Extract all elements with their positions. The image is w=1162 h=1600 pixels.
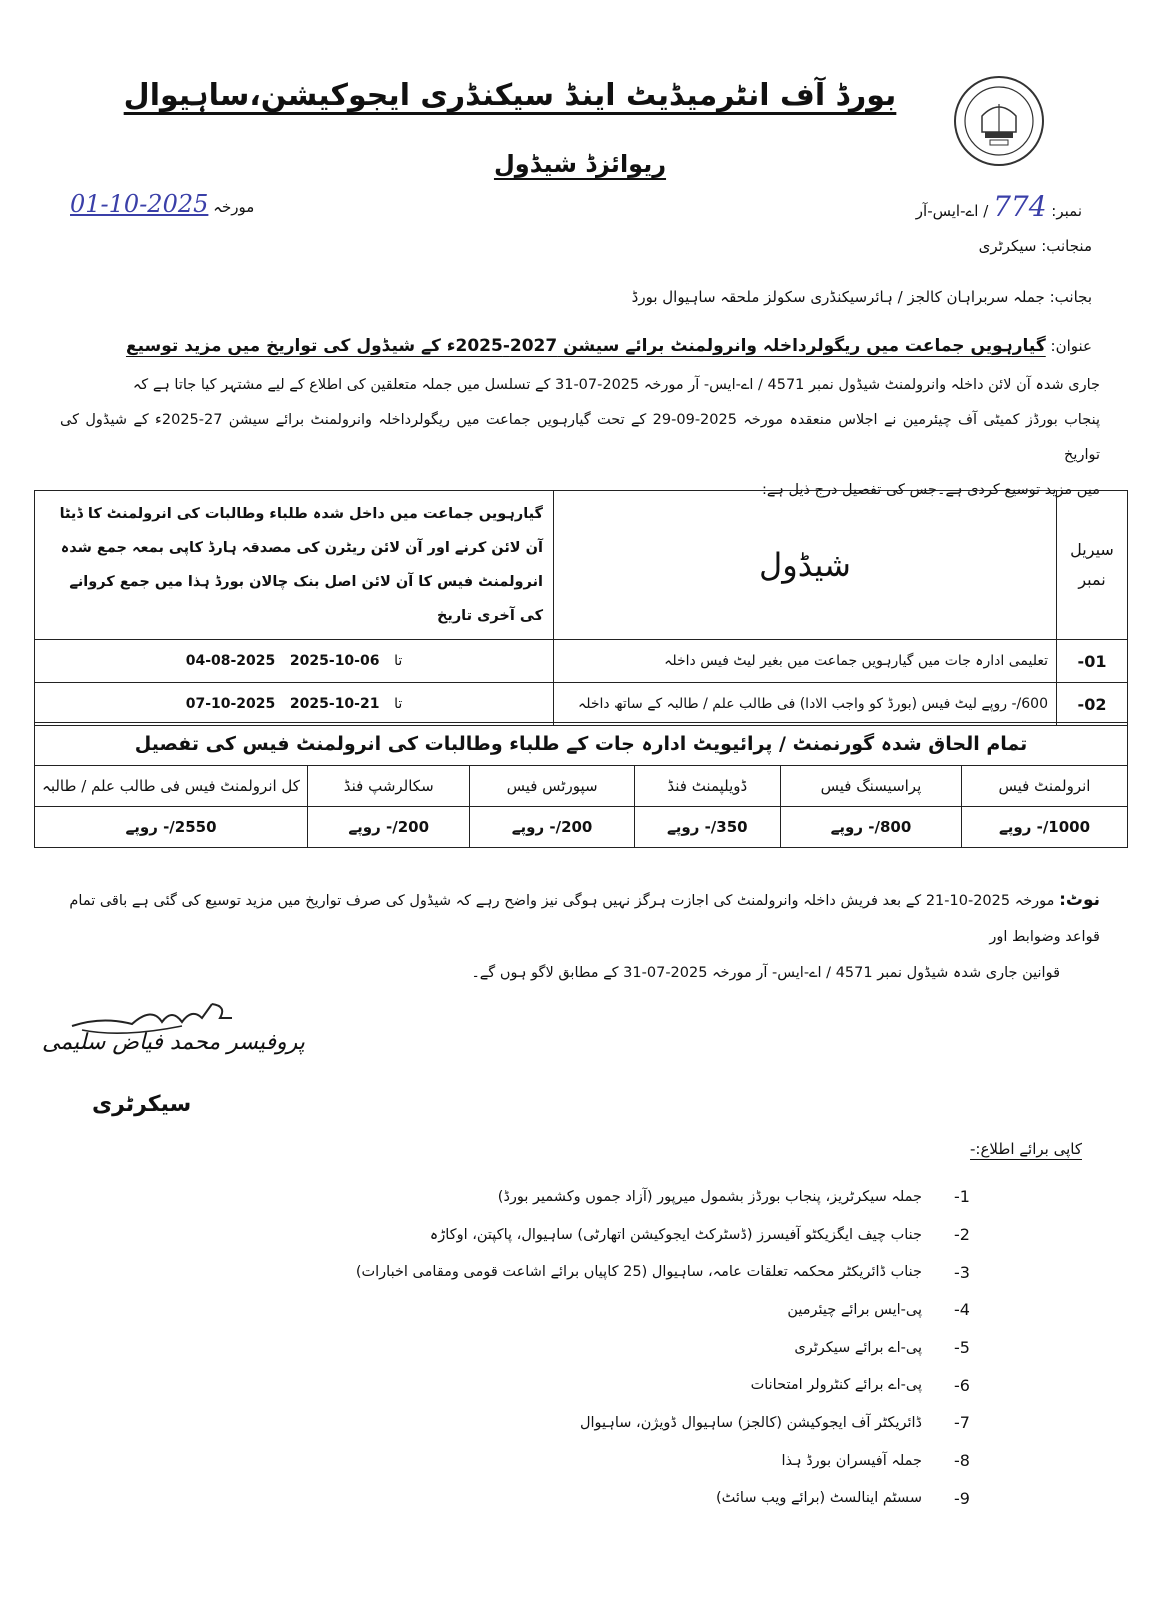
number-value: 774 bbox=[993, 190, 1047, 223]
schedule-row bbox=[35, 683, 1128, 726]
serial-header: سیریل نمبر bbox=[1057, 491, 1128, 640]
fees-value-cell: 200/- روپے bbox=[308, 807, 470, 848]
body-paragraph bbox=[60, 368, 1100, 508]
date-to: 06-10-2025 bbox=[289, 653, 380, 669]
fees-value-cell: 200/- روپے bbox=[470, 807, 634, 848]
fees-value-cell: 1000/- روپے bbox=[962, 807, 1128, 848]
note-label: نوٹ: bbox=[1059, 890, 1100, 910]
date-range-cell bbox=[35, 640, 554, 683]
fees-value-row bbox=[35, 807, 1128, 848]
note-block bbox=[40, 882, 1100, 991]
copy-item-text: جناب چیف ایگزیکٹو آفیسرز (ڈسٹرکٹ ایجوکیشن اتھارٹی) ساہیوال، پاکپتن، اوکاڑہ bbox=[429, 1226, 922, 1243]
signatory-title: سیکرٹری bbox=[92, 1092, 192, 1117]
note-text: مورخہ 2025-10-21 کے بعد فریش داخلہ وانرولمنٹ کی اجازت ہرگز نہیں ہوگی نیز واضح رہے کہ شیڈول کی صرف تواریخ میں مزید توسیع کی گئی ہے باقی تمام قواعد وضوابط اور bbox=[69, 893, 1100, 945]
to-label: بجانب: bbox=[1049, 288, 1092, 306]
copy-heading: کاپی برائے اطلاع:- bbox=[970, 1140, 1082, 1158]
schedule-row bbox=[35, 640, 1128, 683]
copy-item-text: جملہ آفیسران بورڈ ہذا bbox=[781, 1452, 922, 1469]
date-separator: تا bbox=[394, 696, 403, 712]
from-label: منجانب: bbox=[1041, 237, 1092, 255]
document-title: ریوائزڈ شیڈول bbox=[493, 150, 667, 178]
copy-item bbox=[302, 1366, 1002, 1404]
date-from: 07-10-2025 bbox=[185, 696, 276, 712]
body-line: میں مزید توسیع کردی ہے۔جس کی تفصیل درج ذیل ہے: bbox=[762, 482, 1100, 498]
copy-item bbox=[302, 1442, 1002, 1480]
copy-item-text: پی-ایس برائے چیئرمین bbox=[787, 1301, 922, 1318]
copy-item bbox=[302, 1329, 1002, 1367]
copy-item bbox=[302, 1480, 1002, 1518]
copy-list bbox=[302, 1178, 1002, 1517]
copy-item-number: -1 bbox=[954, 1187, 970, 1207]
description-cell: 600/- روپے لیٹ فیس (بورڈ کو واجب الادا) فی طالب علم / طالبہ کے ساتھ داخلہ bbox=[554, 683, 1057, 726]
date-to: 21-10-2025 bbox=[289, 696, 380, 712]
fees-header-cell: ڈویلپمنٹ فنڈ bbox=[634, 766, 780, 807]
subject-label: عنوان: bbox=[1050, 337, 1092, 355]
copy-item-number: -7 bbox=[954, 1413, 970, 1433]
fees-value-cell: 800/- روپے bbox=[780, 807, 961, 848]
number-suffix: / اے-ایس-آر bbox=[915, 202, 989, 220]
date-value: 01-10-2025 bbox=[70, 190, 209, 218]
copy-item bbox=[302, 1291, 1002, 1329]
number-label: نمبر: bbox=[1051, 202, 1082, 220]
copy-item-number: -6 bbox=[954, 1375, 970, 1395]
note-line bbox=[40, 882, 1100, 955]
deadline-header: گیارہویں جماعت میں داخل شدہ طلباء وطالبات کی انرولمنٹ کا ڈیٹا آن لائن کرنے اور آن لائن ریٹرن کی مصدقہ ہارڈ کاپی بمعہ جمع شدہ انرولمنٹ فیس کا آن لائن اصل بنک چالان بورڈ ہذا میں جمع کروانے کی آخری تاریخ bbox=[35, 491, 554, 640]
serial-cell: 01- bbox=[1057, 640, 1128, 683]
fees-header-cell: سپورٹس فیس bbox=[470, 766, 634, 807]
copy-item-number: -9 bbox=[954, 1488, 970, 1508]
fees-value-cell: 2550/- روپے bbox=[35, 807, 308, 848]
copy-item bbox=[302, 1404, 1002, 1442]
copy-item-number: -5 bbox=[954, 1338, 970, 1358]
body-line: جاری شدہ آن لائن داخلہ وانرولمنٹ شیڈول نمبر 4571 / اے-ایس- آر مورخہ 2025-07-31 کے تسلسل میں جملہ متعلقین کی اطلاع کے لیے مشتہر کیا جاتا ہے کہ bbox=[132, 377, 1100, 393]
description-cell: تعلیمی ادارہ جات میں گیارہویں جماعت میں بغیر لیٹ فیس داخلہ bbox=[554, 640, 1057, 683]
letter-number bbox=[916, 190, 1082, 223]
subject-line bbox=[126, 335, 1092, 356]
copy-item-text: سسٹم اینالسٹ (برائے ویب سائٹ) bbox=[715, 1490, 922, 1507]
fees-header-row bbox=[35, 766, 1128, 807]
fees-header-cell: کل انرولمنٹ فیس فی طالب علم / طالبہ bbox=[35, 766, 308, 807]
board-name: بورڈ آف انٹرمیڈیٹ اینڈ سیکنڈری ایجوکیشن،ساہیوال bbox=[123, 78, 897, 113]
copy-item bbox=[302, 1178, 1002, 1216]
copy-item-text: ڈائریکٹر آف ایجوکیشن (کالجز) ساہیوال ڈویژن، ساہیوال bbox=[579, 1414, 922, 1431]
copy-item-text: جملہ سیکرٹریز، پنجاب بورڈز بشمول میرپور (آزاد جموں وکشمیر بورڈ) bbox=[497, 1188, 922, 1205]
serial-cell: 02- bbox=[1057, 683, 1128, 726]
copy-item bbox=[302, 1216, 1002, 1254]
schedule-header-row bbox=[35, 491, 1128, 640]
fees-value-cell: 350/- روپے bbox=[634, 807, 780, 848]
fees-header-cell: انرولمنٹ فیس bbox=[962, 766, 1128, 807]
fees-header-cell: سکالرشپ فنڈ bbox=[308, 766, 470, 807]
subject-value: گیارہویں جماعت میں ریگولرداخلہ وانرولمنٹ برائے سیشن 2027-2025ء کے شیڈول کی تواریخ میں مزید توسیع bbox=[125, 336, 1046, 356]
date-separator: تا bbox=[394, 653, 403, 669]
copy-item-text: پی-اے برائے کنٹرولر امتحانات bbox=[750, 1377, 922, 1394]
board-seal-icon bbox=[952, 74, 1046, 168]
date-range-cell bbox=[35, 683, 554, 726]
from-value: سیکرٹری bbox=[978, 237, 1037, 255]
letter-date bbox=[70, 190, 254, 218]
body-line: پنجاب بورڈز کمیٹی آف چیئرمین نے اجلاس منعقدہ مورخہ 2025-09-29 کے تحت گیارہویں جماعت میں ریگولرداخلہ وانرولمنٹ برائے سیشن 27-2025ء کے شیڈول کی تواریخ bbox=[60, 412, 1100, 463]
schedule-header: شیڈول bbox=[554, 491, 1057, 640]
copy-item-text: پی-اے برائے سیکرٹری bbox=[794, 1339, 922, 1356]
fees-header-cell: پراسیسنگ فیس bbox=[780, 766, 961, 807]
fees-table bbox=[34, 765, 1128, 848]
copy-item-number: -8 bbox=[954, 1451, 970, 1471]
to-line bbox=[632, 288, 1092, 306]
date-from: 04-08-2025 bbox=[185, 653, 276, 669]
signatory-name: پروفیسر محمد فیاض سلیمی bbox=[42, 1030, 305, 1055]
copy-item-number: -2 bbox=[954, 1225, 970, 1245]
copy-item-text: جناب ڈائریکٹر محکمہ تعلقات عامہ، ساہیوال (25 کاپیاں برائے اشاعت قومی ومقامی اخبارات) bbox=[355, 1264, 922, 1281]
to-value: جملہ سربراہان کالجز / ہائرسیکنڈری سکولز ملحقہ ساہیوال بورڈ bbox=[631, 288, 1045, 306]
schedule-table bbox=[34, 490, 1128, 726]
from-line bbox=[979, 237, 1092, 255]
copy-item-number: -4 bbox=[954, 1300, 970, 1320]
copy-item-number: -3 bbox=[954, 1262, 970, 1282]
date-label: مورخہ bbox=[213, 198, 255, 216]
copy-item bbox=[302, 1253, 1002, 1291]
note-line: قوانین جاری شدہ شیڈول نمبر 4571 / اے-ایس- آر مورخہ 2025-07-31 کے مطابق لاگو ہوں گے۔ bbox=[471, 965, 1060, 981]
fees-title: تمام الحاق شدہ گورنمنٹ / پرائیویٹ ادارہ جات کے طلباء وطالبات کی انرولمنٹ فیس کی تفصیل bbox=[34, 722, 1128, 765]
